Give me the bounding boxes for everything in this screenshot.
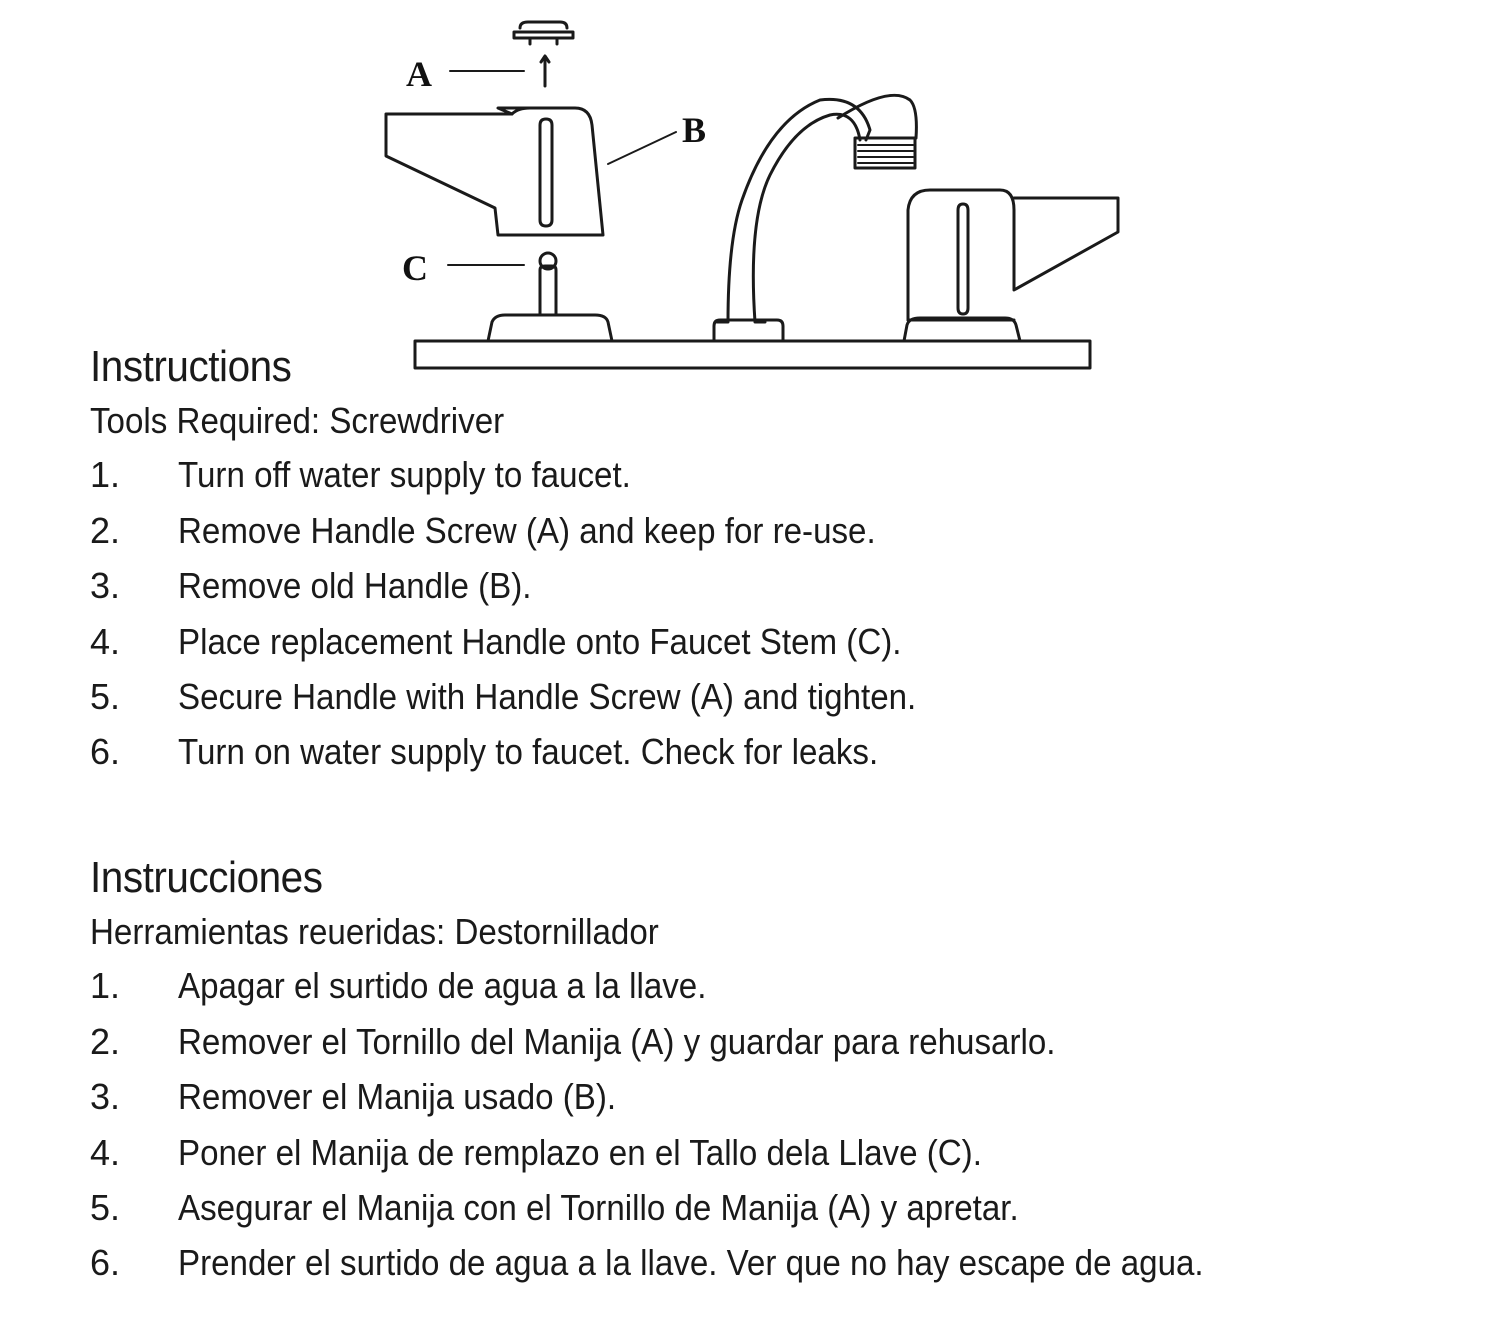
step-number: 6. <box>90 1242 121 1284</box>
step-number: 3. <box>90 1076 121 1118</box>
step-text: Poner el Manija de remplazo en el Tallo dela Llave (C). <box>178 1131 982 1173</box>
english-instructions <box>90 343 980 773</box>
step-text: Turn off water supply to faucet. <box>178 454 631 496</box>
list-item <box>90 718 980 773</box>
step-number: 5. <box>90 1186 121 1228</box>
step-number: 2. <box>90 1020 121 1062</box>
spanish-heading: Instrucciones <box>90 853 323 902</box>
label-b: B <box>682 110 707 150</box>
list-item <box>90 952 1293 1007</box>
step-text: Remove Handle Screw (A) and keep for re-use. <box>178 509 876 551</box>
step-text: Remover el Manija usado (B). <box>178 1076 617 1118</box>
list-item <box>90 552 980 607</box>
step-number: 4. <box>90 620 121 662</box>
left-handle <box>386 108 603 235</box>
english-tools-required: Tools Required: Screwdriver <box>90 400 505 441</box>
step-number: 3. <box>90 565 121 607</box>
leader-line-b <box>608 132 676 164</box>
english-heading: Instructions <box>90 342 292 391</box>
list-item <box>90 1118 1293 1173</box>
step-text: Turn on water supply to faucet. Check for leaks. <box>178 731 879 773</box>
spanish-instructions <box>90 854 1293 1284</box>
faucet-diagram <box>0 0 1500 380</box>
step-number: 4. <box>90 1131 121 1173</box>
step-text: Remover el Tornillo del Manija (A) y guardar para rehusarlo. <box>178 1020 1056 1062</box>
list-item <box>90 1063 1293 1118</box>
list-item <box>90 1174 1293 1229</box>
right-handle <box>904 190 1118 341</box>
list-item <box>90 663 980 718</box>
left-escutcheon <box>488 315 612 341</box>
english-steps <box>90 441 980 773</box>
step-text: Place replacement Handle onto Faucet Stem (C). <box>178 620 902 662</box>
list-item <box>90 496 980 551</box>
step-text: Prender el surtido de agua a la llave. Ver que no hay escape de agua. <box>178 1242 1204 1284</box>
step-number: 1. <box>90 965 121 1007</box>
list-item <box>90 1007 1293 1062</box>
step-number: 2. <box>90 509 121 551</box>
step-text: Asegurar el Manija con el Tornillo de Manija (A) y apretar. <box>178 1186 1019 1228</box>
list-item <box>90 441 980 496</box>
handle-screw <box>514 22 573 86</box>
spanish-steps <box>90 952 1293 1284</box>
label-a: A <box>406 54 432 94</box>
step-text: Remove old Handle (B). <box>178 565 532 607</box>
label-c: C <box>402 248 428 288</box>
faucet-spout <box>714 95 916 341</box>
faucet-stem <box>540 253 556 315</box>
step-number: 1. <box>90 454 121 496</box>
list-item <box>90 1229 1293 1284</box>
spanish-tools-required: Herramientas reueridas: Destornillador <box>90 911 659 952</box>
step-number: 5. <box>90 675 121 717</box>
step-number: 6. <box>90 731 121 773</box>
list-item <box>90 607 980 662</box>
step-text: Apagar el surtido de agua a la llave. <box>178 965 707 1007</box>
step-text: Secure Handle with Handle Screw (A) and tighten. <box>178 675 917 717</box>
